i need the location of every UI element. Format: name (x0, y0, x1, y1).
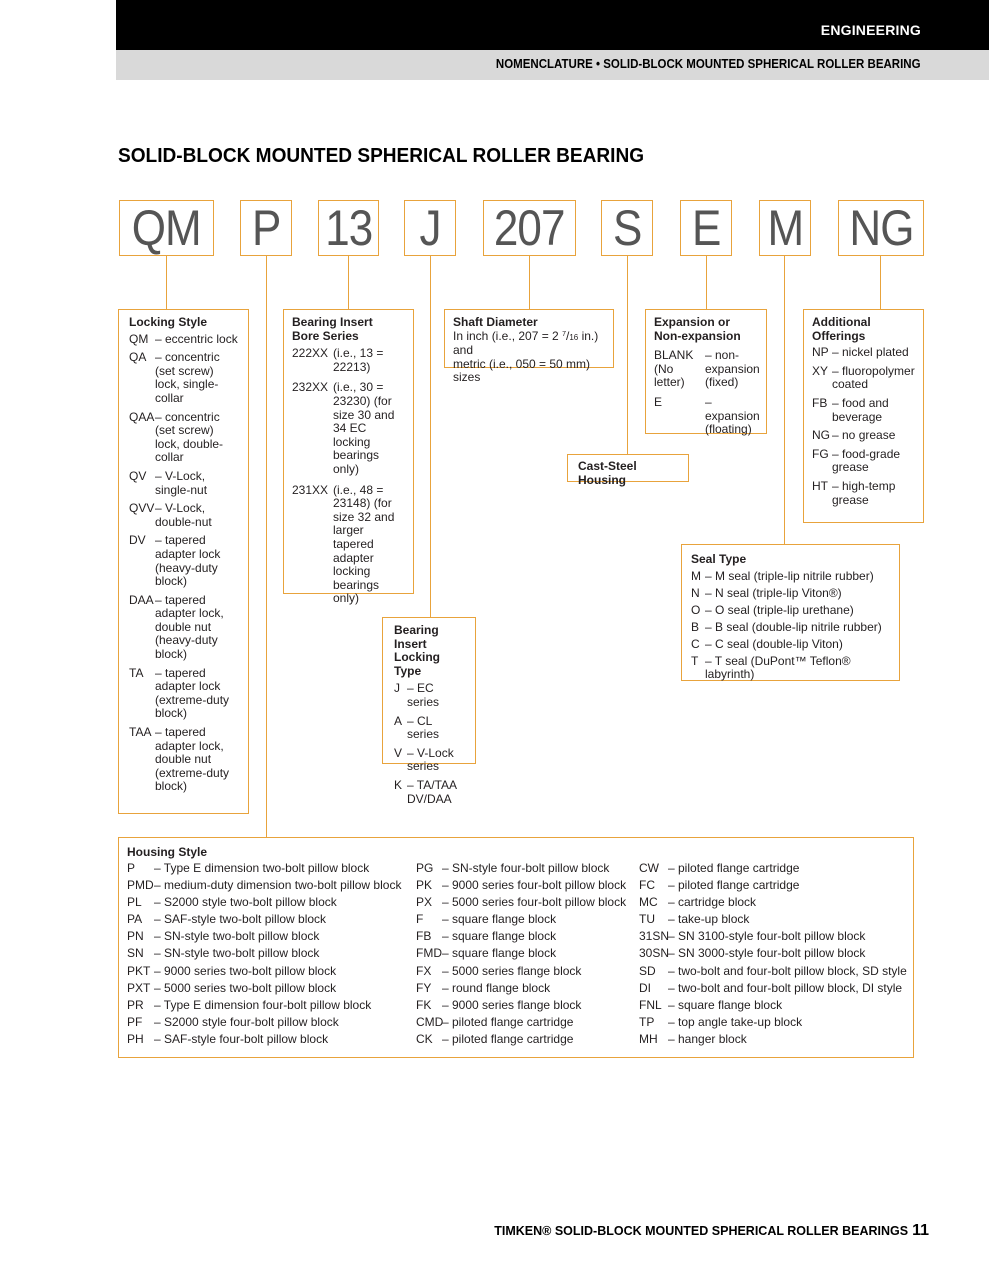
cast-steel-box (567, 454, 689, 487)
housing-style-item (639, 965, 907, 982)
seal-type-item-code: O (691, 602, 701, 617)
housing-style-desc: – cartridge block (668, 895, 757, 910)
housing-style-item (416, 999, 626, 1016)
housing-style-desc: – 9000 series flange block (442, 997, 582, 1012)
housing-style-code: PKT (127, 963, 151, 978)
locking-style-item-desc: – tapered adapter lock, double nut (heavy-duty block) (155, 592, 224, 662)
code-part-expansion: E (680, 200, 732, 256)
locking-style-item-code: QA (129, 350, 147, 365)
additional-item-code: FG (812, 446, 829, 461)
housing-style-desc: – 5000 series flange block (442, 963, 582, 978)
additional-item (812, 429, 915, 443)
housing-style-code: DI (639, 980, 651, 995)
locking-style-item (129, 470, 238, 497)
locking-type-item-desc: – CL series (407, 713, 440, 742)
housing-style-desc: – Type E dimension two-bolt pillow block (154, 861, 370, 875)
housing-style-heading: Housing Style (127, 845, 208, 859)
housing-style-code: 31SN (639, 929, 670, 944)
locking-type-heading-2: Locking Type (394, 650, 441, 678)
bore-series-item-desc: (i.e., 48 = 23148) (for size 32 and larger tapered adapter locking bearings only) (333, 482, 395, 606)
housing-style-desc: – S2000 style four-bolt pillow block (154, 1014, 339, 1029)
housing-style-desc: – 9000 series four-bolt pillow block (442, 878, 627, 893)
housing-style-desc: – medium-duty dimension two-bolt pillow block (154, 878, 402, 893)
additional-offerings-box (803, 309, 924, 523)
housing-style-item (639, 896, 907, 913)
housing-style-item (639, 947, 907, 964)
housing-style-item (127, 896, 401, 913)
seal-type-item-desc: – O seal (triple-lip urethane) (705, 602, 854, 617)
locking-style-item-code: TA (129, 665, 144, 680)
housing-style-code: MH (639, 1031, 658, 1046)
housing-style-desc: – SN-style two-bolt pillow block (154, 946, 320, 961)
code-part-additional: NG (838, 200, 924, 256)
housing-style-item (639, 879, 907, 896)
housing-style-code: CMD (416, 1014, 444, 1029)
additional-item-code: FB (812, 395, 828, 410)
housing-style-desc: – hanger block (668, 1031, 747, 1046)
additional-item-code: NG (812, 428, 830, 443)
locking-style-item-desc: – tapered adapter lock (heavy-duty block) (155, 533, 221, 589)
housing-style-code: PR (127, 997, 144, 1012)
housing-style-desc: – Type E dimension four-bolt pillow block (154, 997, 372, 1012)
seal-type-item-code: M (691, 568, 701, 583)
seal-type-item-desc: – T seal (DuPont™ Teflon® labyrinth) (705, 653, 851, 682)
locking-style-item-code: QM (129, 331, 149, 346)
seal-type-item-desc: – M seal (triple-lip nitrile rubber) (705, 568, 874, 583)
code-part-locking-type: J (404, 200, 456, 256)
housing-style-desc: – S2000 style two-bolt pillow block (154, 895, 337, 910)
housing-style-item (416, 913, 626, 930)
connector-line (784, 256, 785, 544)
locking-style-item-desc: – concentric (set screw) lock, single-collar (155, 350, 220, 405)
housing-style-item (416, 896, 626, 913)
locking-style-item-code: DAA (129, 592, 154, 607)
housing-style-item (127, 1016, 401, 1033)
additional-item-code: HT (812, 478, 828, 493)
locking-type-item (394, 779, 464, 806)
connector-line (880, 256, 881, 309)
housing-style-code: FB (416, 929, 432, 944)
bore-series-heading-2: Bore Series (292, 328, 359, 343)
housing-style-desc: – square flange block (668, 997, 783, 1012)
subsection-title: NOMENCLATURE • SOLID-BLOCK MOUNTED SPHERICAL ROLLER BEARING (496, 57, 921, 71)
housing-style-item (639, 1016, 907, 1033)
seal-type-item-code: B (691, 619, 700, 634)
locking-style-item (129, 726, 238, 794)
page-number: 11 (912, 1222, 929, 1239)
connector-line (706, 256, 707, 309)
connector-line (166, 256, 167, 309)
housing-style-desc: – SN 3100-style four-bolt pillow block (668, 929, 866, 944)
housing-style-item (416, 965, 626, 982)
additional-item (812, 448, 915, 475)
shaft-diameter-line1: In inch (i.e., 207 = 2 $^7$/16 in.) and (453, 328, 599, 358)
housing-style-item (127, 982, 401, 999)
housing-style-item (639, 982, 907, 999)
housing-style-desc: – SAF-style four-bolt pillow block (154, 1031, 329, 1046)
housing-style-item (416, 1033, 626, 1050)
locking-style-item (129, 534, 238, 588)
housing-style-code: P (127, 861, 136, 875)
code-part-housing-style: P (240, 200, 292, 256)
housing-style-code: PH (127, 1031, 144, 1046)
housing-style-code: MC (639, 895, 658, 910)
page-title: SOLID-BLOCK MOUNTED SPHERICAL ROLLER BEARING (118, 144, 645, 167)
housing-style-box (118, 837, 914, 1058)
locking-style-item-code: QAA (129, 409, 155, 424)
housing-style-desc: – square flange block (442, 946, 557, 961)
seal-type-item-desc: – N seal (triple-lip Viton®) (705, 585, 842, 600)
housing-style-desc: – piloted flange cartridge (442, 1014, 574, 1029)
expansion-heading: Expansion or (654, 315, 731, 329)
housing-style-code: SN (127, 946, 144, 961)
additional-item-code: NP (812, 345, 829, 360)
locking-type-item-code: V (394, 745, 403, 760)
locking-type-item-desc: – V-Lock series (407, 745, 454, 774)
housing-style-code: FC (639, 878, 655, 893)
housing-style-code: FNL (639, 997, 662, 1012)
connector-line (627, 256, 628, 454)
housing-style-code: SD (639, 963, 656, 978)
footer-text: TIMKEN® SOLID-BLOCK MOUNTED SPHERICAL ROLLER BEARINGS (494, 1224, 909, 1238)
code-part-cast-steel: S (601, 200, 653, 256)
housing-style-item (416, 947, 626, 964)
locking-style-item-desc: – V-Lock, single-nut (155, 468, 208, 497)
seal-type-box (681, 544, 900, 681)
additional-item-desc: – nickel plated (832, 345, 909, 360)
bore-series-item (292, 347, 405, 374)
subheader-bar (116, 50, 989, 80)
housing-style-code: FK (416, 997, 432, 1012)
locking-type-item (394, 682, 464, 709)
housing-style-item (127, 879, 401, 896)
connector-line (430, 256, 431, 618)
additional-item (812, 480, 915, 507)
housing-style-code: PA (127, 912, 143, 927)
housing-style-item (639, 999, 907, 1016)
bore-series-item-code: 222XX (292, 346, 329, 361)
housing-style-item (416, 879, 626, 896)
housing-style-item (127, 930, 401, 947)
locking-style-heading: Locking Style (129, 315, 208, 329)
seal-type-item (691, 655, 890, 682)
bore-series-item-code: 231XX (292, 482, 329, 497)
housing-style-desc: – two-bolt and four-bolt pillow block, SD style (668, 963, 907, 978)
locking-type-item-code: A (394, 713, 403, 728)
housing-style-code: PK (416, 878, 433, 893)
housing-style-code: TU (639, 912, 655, 927)
locking-style-item (129, 594, 238, 662)
locking-style-box (118, 309, 249, 814)
housing-style-item (416, 982, 626, 999)
seal-type-item-code: T (691, 653, 699, 668)
locking-style-item-desc: – tapered adapter lock (extreme-duty block) (155, 665, 230, 721)
housing-style-desc: – piloted flange cartridge (442, 1031, 574, 1046)
expansion-item: E – expansion (floating) (654, 394, 760, 437)
seal-type-item (691, 570, 890, 584)
housing-style-desc: – SAF-style two-bolt pillow block (154, 912, 327, 927)
housing-style-code: FY (416, 980, 432, 995)
additional-item-desc: – fluoropolymer coated (832, 363, 915, 392)
housing-style-desc: – 5000 series two-bolt pillow block (154, 980, 337, 995)
bore-series-item (292, 484, 405, 606)
housing-style-desc: – top angle take-up block (668, 1014, 803, 1029)
locking-type-item-desc: – TA/TAA DV/DAA (407, 777, 457, 806)
code-part-locking-style: QM (119, 200, 214, 256)
locking-type-item-desc: – EC series (407, 681, 440, 709)
housing-style-desc: – piloted flange cartridge (668, 878, 800, 893)
additional-item (812, 397, 915, 424)
seal-type-item (691, 587, 890, 601)
housing-style-item (127, 999, 401, 1016)
housing-style-desc: – piloted flange cartridge (668, 861, 800, 875)
housing-style-item (416, 930, 626, 947)
cast-steel-label: Cast-Steel Housing (578, 459, 637, 487)
additional-item-desc: – high-temp grease (832, 478, 896, 507)
locking-style-item-desc: – concentric (set screw) lock, double-collar (155, 409, 224, 465)
housing-style-item (127, 1033, 401, 1050)
locking-style-item-desc: – V-Lock, double-nut (155, 501, 212, 529)
housing-style-code: FX (416, 963, 432, 978)
shaft-diameter-heading: Shaft Diameter (453, 315, 538, 329)
locking-type-item (394, 715, 464, 742)
bore-series-box (283, 309, 414, 606)
housing-style-desc: – SN-style four-bolt pillow block (442, 861, 610, 875)
locking-type-box (382, 617, 476, 806)
seal-type-item (691, 638, 890, 652)
housing-style-code: PXT (127, 980, 151, 995)
housing-style-desc: – 5000 series four-bolt pillow block (442, 895, 627, 910)
shaft-diameter-box (444, 309, 614, 385)
housing-style-code: FMD (416, 946, 442, 961)
housing-style-desc: – 9000 series two-bolt pillow block (154, 963, 337, 978)
housing-style-item (127, 965, 401, 982)
shaft-diameter-line2: metric (i.e., 050 = 50 mm) sizes (453, 356, 591, 385)
locking-style-item-desc: – tapered adapter lock, double nut (extreme-duty block) (155, 725, 230, 794)
additional-item (812, 365, 915, 392)
seal-type-item (691, 604, 890, 618)
housing-style-item (639, 930, 907, 947)
expansion-box (645, 309, 767, 437)
expansion-heading-2: Non-expansion (654, 328, 741, 343)
locking-type-heading: Bearing Insert (394, 623, 439, 651)
seal-type-item-code: C (691, 636, 700, 651)
housing-style-code: PX (416, 895, 433, 910)
code-part-shaft-diameter: 207 (483, 200, 576, 256)
housing-style-code: CK (416, 1031, 433, 1046)
housing-style-code: PG (416, 861, 434, 875)
locking-style-item-code: TAA (129, 725, 152, 740)
footer (494, 1222, 929, 1240)
housing-style-desc: – square flange block (442, 929, 557, 944)
housing-style-desc: – take-up block (668, 912, 750, 927)
additional-item (812, 346, 915, 360)
housing-style-desc: – square flange block (442, 912, 557, 927)
locking-style-item-desc: – eccentric lock (155, 331, 238, 346)
housing-style-code: PN (127, 929, 144, 944)
additional-item-code: XY (812, 363, 829, 378)
housing-style-code: CW (639, 861, 659, 875)
bore-series-item-desc: (i.e., 13 = 22213) (333, 346, 384, 374)
housing-style-item (416, 1016, 626, 1033)
additional-item-desc: – food-grade grease (832, 446, 901, 475)
locking-style-item-code: QV (129, 468, 147, 483)
housing-style-item (639, 1033, 907, 1050)
connector-line (529, 256, 530, 309)
seal-type-item-code: N (691, 585, 700, 600)
housing-style-code: PL (127, 895, 142, 910)
locking-type-item (394, 747, 464, 774)
additional-item-desc: – no grease (832, 428, 896, 443)
housing-style-desc: – SN-style two-bolt pillow block (154, 929, 320, 944)
additional-item-desc: – food and beverage (832, 395, 889, 424)
locking-style-item (129, 333, 238, 347)
locking-type-item-code: J (394, 681, 400, 696)
housing-style-desc: – round flange block (442, 980, 551, 995)
bore-series-item-desc: (i.e., 30 = 23230) (for size 30 and 34 EC locking bearings only) (333, 380, 395, 476)
housing-style-item (127, 947, 401, 964)
connector-line (348, 256, 349, 309)
seal-type-item (691, 621, 890, 635)
expansion-item: BLANK (No letter) – non-expansion (fixed) (654, 348, 760, 390)
connector-line (266, 256, 267, 838)
locking-style-item (129, 411, 238, 465)
section-title: ENGINEERING (820, 22, 921, 38)
header-bar (116, 0, 989, 50)
additional-heading: Additional (812, 315, 871, 329)
housing-style-item (639, 913, 907, 930)
housing-style-code: PMD (127, 878, 154, 893)
housing-style-desc: – SN 3000-style four-bolt pillow block (668, 946, 866, 961)
housing-style-item (639, 862, 907, 879)
bore-series-heading: Bearing Insert (292, 315, 373, 329)
housing-style-code: 30SN (639, 946, 670, 961)
seal-type-item-desc: – B seal (double-lip nitrile rubber) (705, 619, 882, 634)
seal-type-heading: Seal Type (691, 552, 747, 566)
locking-style-item-code: DV (129, 533, 146, 548)
locking-style-item-code: QVV (129, 501, 155, 516)
housing-style-item (416, 862, 626, 879)
locking-style-item (129, 502, 238, 529)
bore-series-item (292, 381, 405, 476)
seal-type-item-desc: – C seal (double-lip Viton) (705, 636, 843, 651)
additional-heading-2: Offerings (812, 328, 866, 343)
locking-type-item-code: K (394, 777, 403, 792)
housing-style-desc: – two-bolt and four-bolt pillow block, DI style (668, 980, 903, 995)
code-part-seal-type: M (759, 200, 811, 256)
locking-style-item (129, 667, 238, 721)
housing-style-item (127, 913, 401, 930)
locking-style-item (129, 351, 238, 405)
code-part-bore-series: 13 (318, 200, 379, 256)
bore-series-item-code: 232XX (292, 380, 329, 395)
housing-style-item (127, 862, 401, 879)
housing-style-code: TP (639, 1014, 655, 1029)
housing-style-code: F (416, 912, 424, 927)
housing-style-code: PF (127, 1014, 143, 1029)
